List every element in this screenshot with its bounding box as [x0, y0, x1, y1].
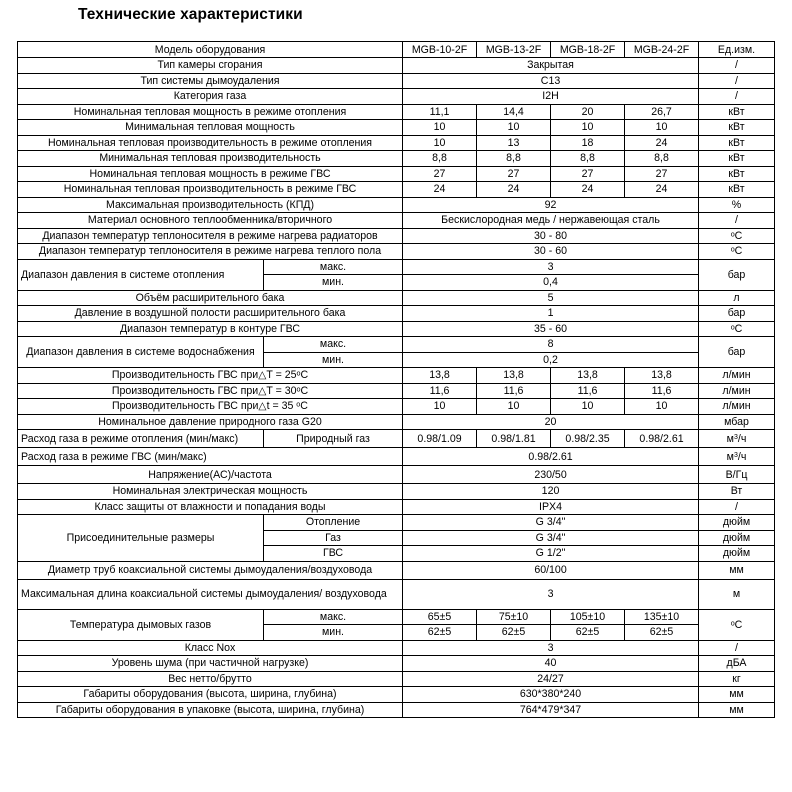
row-value: 40	[403, 656, 699, 672]
table-row	[18, 561, 775, 579]
row-value: 630*380*240	[403, 687, 699, 703]
header-model-4: MGB-24-2F	[625, 42, 699, 58]
row-label: Номинальная тепловая мощность в режиме отопления	[18, 104, 403, 120]
cell-value: 62±5	[477, 625, 551, 641]
row-unit: кВт	[699, 120, 775, 136]
row-unit: кВт	[699, 151, 775, 167]
spec-table	[17, 41, 775, 718]
row-label: Давление в воздушной полости расширительного бака	[18, 306, 403, 322]
row-label: Габариты оборудования в упаковке (высота, ширина, глубина)	[18, 702, 403, 718]
table-row	[18, 383, 775, 399]
row-label	[18, 383, 403, 399]
cell-value: 10	[477, 399, 551, 415]
table-row	[18, 515, 775, 531]
table-row	[18, 228, 775, 244]
table-row	[18, 135, 775, 151]
row-label: Присоединительные размеры	[18, 515, 264, 562]
row-value: G 1/2"	[403, 546, 699, 562]
sub-label: макс.	[264, 337, 403, 353]
row-unit: л/мин	[699, 399, 775, 415]
sub-label: Отопление	[264, 515, 403, 531]
row-value: 20	[403, 414, 699, 430]
row-label: Материал основного теплообменника/вторичного	[18, 213, 403, 229]
row-label: Габариты оборудования (высота, ширина, глубина)	[18, 687, 403, 703]
row-value: 92	[403, 197, 699, 213]
row-value: 3	[403, 259, 699, 275]
cell-value: 10	[551, 399, 625, 415]
cell-value: 10	[625, 120, 699, 136]
row-label: Тип системы дымоудаления	[18, 73, 403, 89]
row-unit: л/мин	[699, 383, 775, 399]
cell-value: 105±10	[551, 609, 625, 625]
header-row	[18, 42, 775, 58]
row-label: Минимальная тепловая производительность	[18, 151, 403, 167]
table-row	[18, 368, 775, 384]
row-value: G 3/4"	[403, 515, 699, 531]
cell-value: 24	[477, 182, 551, 198]
cell-value: 11,6	[477, 383, 551, 399]
table-row	[18, 321, 775, 337]
table-row	[18, 244, 775, 260]
row-label: Максимальная длина коаксиальной системы дымоудаления/ воздуховода	[18, 579, 403, 609]
row-unit: бар	[699, 306, 775, 322]
table-row	[18, 151, 775, 167]
cell-value: 13,8	[403, 368, 477, 384]
cell-value: 10	[403, 135, 477, 151]
delta-icon: △	[258, 384, 267, 397]
row-label: Номинальная тепловая производительность в режиме ГВС	[18, 182, 403, 198]
cell-value: 11,6	[403, 383, 477, 399]
row-label: Диаметр труб коаксиальной системы дымоудаления/воздуховода	[18, 561, 403, 579]
row-unit: дюйм	[699, 515, 775, 531]
row-label	[18, 399, 403, 415]
label-text: Производительность ГВС при	[111, 384, 259, 397]
row-unit: дюйм	[699, 530, 775, 546]
cell-value: 75±10	[477, 609, 551, 625]
row-unit: кг	[699, 671, 775, 687]
row-value: Бескислородная медь / нержавеющая сталь	[403, 213, 699, 229]
cell-value: 8,8	[477, 151, 551, 167]
row-label: Тип камеры сгорания	[18, 58, 403, 74]
row-label: Диапазон температур теплоносителя в режиме нагрева радиаторов	[18, 228, 403, 244]
table-row	[18, 259, 775, 275]
cell-value: 24	[551, 182, 625, 198]
cell-value: 8,8	[403, 151, 477, 167]
row-value: 0,4	[403, 275, 699, 291]
table-row	[18, 687, 775, 703]
delta-icon: △	[258, 400, 267, 413]
cell-value: 11,1	[403, 104, 477, 120]
cell-value: 0.98/1.09	[403, 430, 477, 448]
row-unit: бар	[699, 337, 775, 368]
row-label: Уровень шума (при частичной нагрузке)	[18, 656, 403, 672]
cell-value: 13,8	[477, 368, 551, 384]
cell-value: 27	[403, 166, 477, 182]
row-label: Максимальная производительность (КПД)	[18, 197, 403, 213]
row-value: 35 - 60	[403, 321, 699, 337]
cell-value: 62±5	[625, 625, 699, 641]
cell-value: 20	[551, 104, 625, 120]
row-unit: л/мин	[699, 368, 775, 384]
sub-label: Природный газ	[264, 430, 403, 448]
page-title: Технические характеристики	[78, 6, 303, 23]
row-label: Класс защиты от влажности и попадания воды	[18, 499, 403, 515]
row-value: 0,2	[403, 352, 699, 368]
row-label: Категория газа	[18, 89, 403, 105]
cell-value: 27	[551, 166, 625, 182]
cell-value: 11,6	[551, 383, 625, 399]
table-row	[18, 306, 775, 322]
row-value: 0.98/2.61	[403, 448, 699, 466]
row-unit: кВт	[699, 166, 775, 182]
row-unit: $м^3/ч$	[699, 448, 775, 466]
table-row	[18, 182, 775, 198]
row-unit: мм	[699, 702, 775, 718]
cell-value: 65±5	[403, 609, 477, 625]
row-label: Номинальное давление природного газа G20	[18, 414, 403, 430]
cell-value: 8,8	[625, 151, 699, 167]
table-row	[18, 609, 775, 625]
row-value: 24/27	[403, 671, 699, 687]
row-label: Объём расширительного бака	[18, 290, 403, 306]
row-value: C13	[403, 73, 699, 89]
cell-value: 13,8	[625, 368, 699, 384]
cell-value: 10	[403, 399, 477, 415]
row-unit: ᵒС	[699, 321, 775, 337]
cell-value: 0.98/2.35	[551, 430, 625, 448]
row-unit: ᵒС	[699, 609, 775, 640]
row-unit: В/Гц	[699, 466, 775, 484]
row-value: 3	[403, 640, 699, 656]
row-label: Номинальная тепловая производительность в режиме отопления	[18, 135, 403, 151]
header-unit: Ед.изм.	[699, 42, 775, 58]
row-unit: кВт	[699, 104, 775, 120]
cell-value: 10	[477, 120, 551, 136]
row-label: Расход газа в режиме отопления (мин/макс)	[18, 430, 264, 448]
table-row	[18, 104, 775, 120]
label-text: T = 30ᵒС	[266, 384, 309, 397]
row-value: 30 - 60	[403, 244, 699, 260]
cell-value: 24	[625, 182, 699, 198]
row-label: Вес нетто/брутто	[18, 671, 403, 687]
label-text: Производительность ГВС при	[112, 400, 259, 413]
row-value: 60/100	[403, 561, 699, 579]
table-row	[18, 414, 775, 430]
table-row	[18, 466, 775, 484]
row-unit: /	[699, 58, 775, 74]
sub-label: Газ	[264, 530, 403, 546]
row-unit: л	[699, 290, 775, 306]
row-unit: м	[699, 579, 775, 609]
row-value: I2H	[403, 89, 699, 105]
row-unit: /	[699, 213, 775, 229]
cell-value: 62±5	[403, 625, 477, 641]
row-value: 5	[403, 290, 699, 306]
cell-value: 10	[551, 120, 625, 136]
row-label: Диапазон температур теплоносителя в режиме нагрева теплого пола	[18, 244, 403, 260]
table-row	[18, 337, 775, 353]
row-label: Класс Nox	[18, 640, 403, 656]
row-unit: ᵒС	[699, 244, 775, 260]
label-text: Производительность ГВС при	[111, 369, 259, 382]
row-value: IPX4	[403, 499, 699, 515]
table-row	[18, 656, 775, 672]
cell-value: 62±5	[551, 625, 625, 641]
cell-value: 10	[625, 399, 699, 415]
header-model: Модель оборудования	[18, 42, 403, 58]
row-label: Диапазон давления в системе водоснабжения	[18, 337, 264, 368]
table-row	[18, 448, 775, 466]
row-value: 1	[403, 306, 699, 322]
row-label: Диапазон давления в системе отопления	[18, 259, 264, 290]
sub-label: мин.	[264, 625, 403, 641]
sub-label: мин.	[264, 275, 403, 291]
sub-label: макс.	[264, 609, 403, 625]
row-unit: мм	[699, 687, 775, 703]
cell-value: 13	[477, 135, 551, 151]
cell-value: 135±10	[625, 609, 699, 625]
sub-label: ГВС	[264, 546, 403, 562]
table-row	[18, 58, 775, 74]
row-value: Закрытая	[403, 58, 699, 74]
row-value: 764*479*347	[403, 702, 699, 718]
row-unit: мм	[699, 561, 775, 579]
row-unit: /	[699, 89, 775, 105]
row-unit: /	[699, 73, 775, 89]
cell-value: 18	[551, 135, 625, 151]
row-unit: кВт	[699, 135, 775, 151]
table-row	[18, 73, 775, 89]
row-unit: мбар	[699, 414, 775, 430]
row-unit: кВт	[699, 182, 775, 198]
table-row	[18, 120, 775, 136]
label-text: t = 35 ᵒС	[266, 400, 308, 413]
table-row	[18, 671, 775, 687]
table-row	[18, 430, 775, 448]
table-row	[18, 290, 775, 306]
row-unit: $м^3/ч$	[699, 430, 775, 448]
row-unit: ᵒС	[699, 228, 775, 244]
table-row	[18, 579, 775, 609]
table-row	[18, 484, 775, 500]
row-label: Номинальная тепловая мощность в режиме ГВС	[18, 166, 403, 182]
cell-value: 11,6	[625, 383, 699, 399]
cell-value: 8,8	[551, 151, 625, 167]
row-unit: дБА	[699, 656, 775, 672]
cell-value: 0.98/2.61	[625, 430, 699, 448]
row-value: 3	[403, 579, 699, 609]
table-row	[18, 640, 775, 656]
row-unit: /	[699, 640, 775, 656]
cell-value: 27	[625, 166, 699, 182]
header-model-3: MGB-18-2F	[551, 42, 625, 58]
row-label: Расход газа в режиме ГВС (мин/макс)	[18, 448, 403, 466]
row-unit: %	[699, 197, 775, 213]
cell-value: 14,4	[477, 104, 551, 120]
row-label	[18, 368, 403, 384]
row-value: G 3/4"	[403, 530, 699, 546]
row-label: Напряжение(АС)/частота	[18, 466, 403, 484]
row-value: 8	[403, 337, 699, 353]
row-value: 120	[403, 484, 699, 500]
cell-value: 24	[403, 182, 477, 198]
header-model-2: MGB-13-2F	[477, 42, 551, 58]
label-text: T = 25ᵒС	[266, 369, 309, 382]
row-unit: бар	[699, 259, 775, 290]
cell-value: 13,8	[551, 368, 625, 384]
row-value: 230/50	[403, 466, 699, 484]
cell-value: 10	[403, 120, 477, 136]
row-unit: /	[699, 499, 775, 515]
row-label: Минимальная тепловая мощность	[18, 120, 403, 136]
table-row	[18, 399, 775, 415]
sub-label: макс.	[264, 259, 403, 275]
row-value: 30 - 80	[403, 228, 699, 244]
cell-value: 24	[625, 135, 699, 151]
row-unit: Вт	[699, 484, 775, 500]
table-row	[18, 213, 775, 229]
row-label: Номинальная электрическая мощность	[18, 484, 403, 500]
sub-label: мин.	[264, 352, 403, 368]
delta-icon: △	[258, 369, 267, 382]
cell-value: 26,7	[625, 104, 699, 120]
row-label: Диапазон температур в контуре ГВС	[18, 321, 403, 337]
table-row	[18, 499, 775, 515]
header-model-1: MGB-10-2F	[403, 42, 477, 58]
cell-value: 0.98/1.81	[477, 430, 551, 448]
table-row	[18, 197, 775, 213]
table-row	[18, 166, 775, 182]
row-label: Температура дымовых газов	[18, 609, 264, 640]
table-row	[18, 702, 775, 718]
row-unit: дюйм	[699, 546, 775, 562]
table-row	[18, 89, 775, 105]
cell-value: 27	[477, 166, 551, 182]
